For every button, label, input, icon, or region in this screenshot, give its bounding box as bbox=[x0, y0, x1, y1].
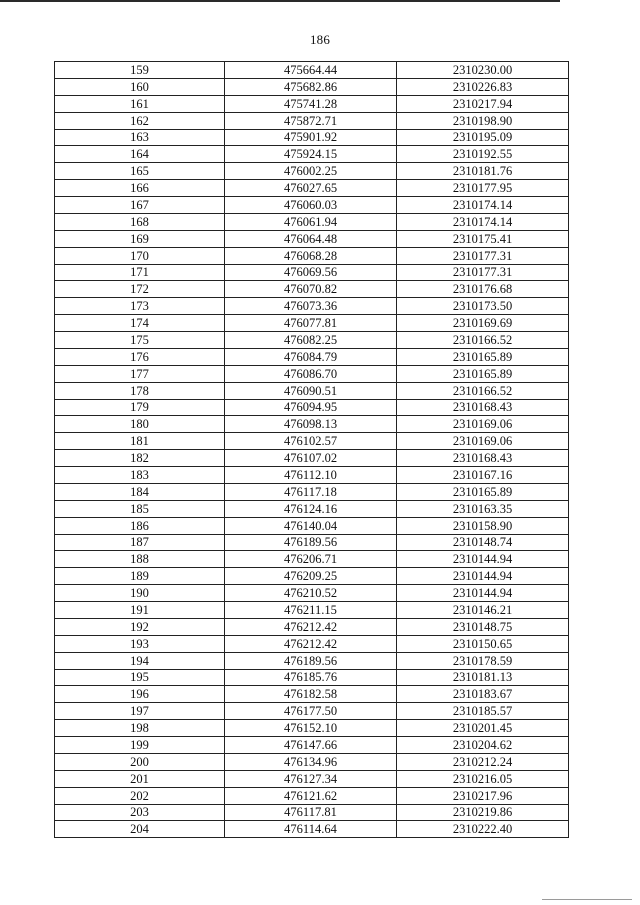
x-coordinate-cell: 476090.51 bbox=[225, 382, 397, 399]
table-row bbox=[55, 720, 569, 737]
point-number-cell: 189 bbox=[55, 568, 225, 585]
table-row bbox=[55, 635, 569, 652]
y-coordinate-cell: 2310168.43 bbox=[397, 399, 569, 416]
table-row bbox=[55, 753, 569, 770]
y-coordinate-cell: 2310177.31 bbox=[397, 247, 569, 264]
point-number-cell: 199 bbox=[55, 737, 225, 754]
x-coordinate-cell: 476086.70 bbox=[225, 365, 397, 382]
y-coordinate-cell: 2310192.55 bbox=[397, 146, 569, 163]
y-coordinate-cell: 2310185.57 bbox=[397, 703, 569, 720]
y-coordinate-cell: 2310230.00 bbox=[397, 62, 569, 79]
x-coordinate-cell: 476140.04 bbox=[225, 517, 397, 534]
point-number-cell: 195 bbox=[55, 669, 225, 686]
y-coordinate-cell: 2310175.41 bbox=[397, 230, 569, 247]
x-coordinate-cell: 476077.81 bbox=[225, 315, 397, 332]
point-number-cell: 160 bbox=[55, 78, 225, 95]
table-row bbox=[55, 365, 569, 382]
table-row bbox=[55, 315, 569, 332]
y-coordinate-cell: 2310144.94 bbox=[397, 551, 569, 568]
x-coordinate-cell: 476152.10 bbox=[225, 720, 397, 737]
point-number-cell: 165 bbox=[55, 163, 225, 180]
y-coordinate-cell: 2310195.09 bbox=[397, 129, 569, 146]
x-coordinate-cell: 476212.42 bbox=[225, 618, 397, 635]
y-coordinate-cell: 2310165.89 bbox=[397, 348, 569, 365]
table-row bbox=[55, 652, 569, 669]
y-coordinate-cell: 2310173.50 bbox=[397, 298, 569, 315]
x-coordinate-cell: 476182.58 bbox=[225, 686, 397, 703]
point-number-cell: 162 bbox=[55, 112, 225, 129]
point-number-cell: 179 bbox=[55, 399, 225, 416]
point-number-cell: 200 bbox=[55, 753, 225, 770]
point-number-cell: 177 bbox=[55, 365, 225, 382]
x-coordinate-cell: 476064.48 bbox=[225, 230, 397, 247]
x-coordinate-cell: 475682.86 bbox=[225, 78, 397, 95]
x-coordinate-cell: 476112.10 bbox=[225, 467, 397, 484]
y-coordinate-cell: 2310166.52 bbox=[397, 382, 569, 399]
y-coordinate-cell: 2310158.90 bbox=[397, 517, 569, 534]
x-coordinate-cell: 476189.56 bbox=[225, 652, 397, 669]
table-row bbox=[55, 298, 569, 315]
y-coordinate-cell: 2310217.94 bbox=[397, 95, 569, 112]
point-number-cell: 191 bbox=[55, 602, 225, 619]
table-row bbox=[55, 78, 569, 95]
y-coordinate-cell: 2310222.40 bbox=[397, 821, 569, 838]
y-coordinate-cell: 2310177.95 bbox=[397, 180, 569, 197]
table-row bbox=[55, 180, 569, 197]
x-coordinate-cell: 476189.56 bbox=[225, 534, 397, 551]
table-row bbox=[55, 804, 569, 821]
y-coordinate-cell: 2310181.13 bbox=[397, 669, 569, 686]
scan-edge-bottom bbox=[542, 899, 632, 900]
y-coordinate-cell: 2310178.59 bbox=[397, 652, 569, 669]
x-coordinate-cell: 475872.71 bbox=[225, 112, 397, 129]
x-coordinate-cell: 476027.65 bbox=[225, 180, 397, 197]
x-coordinate-cell: 476060.03 bbox=[225, 197, 397, 214]
point-number-cell: 182 bbox=[55, 450, 225, 467]
table-row bbox=[55, 332, 569, 349]
table-row bbox=[55, 264, 569, 281]
point-number-cell: 178 bbox=[55, 382, 225, 399]
point-number-cell: 159 bbox=[55, 62, 225, 79]
x-coordinate-cell: 475741.28 bbox=[225, 95, 397, 112]
x-coordinate-cell: 476124.16 bbox=[225, 500, 397, 517]
table-row bbox=[55, 517, 569, 534]
table-row bbox=[55, 382, 569, 399]
point-number-cell: 168 bbox=[55, 213, 225, 230]
x-coordinate-cell: 476121.62 bbox=[225, 787, 397, 804]
table-row bbox=[55, 230, 569, 247]
y-coordinate-cell: 2310201.45 bbox=[397, 720, 569, 737]
x-coordinate-cell: 475664.44 bbox=[225, 62, 397, 79]
point-number-cell: 203 bbox=[55, 804, 225, 821]
table-row bbox=[55, 821, 569, 838]
y-coordinate-cell: 2310146.21 bbox=[397, 602, 569, 619]
x-coordinate-cell: 476084.79 bbox=[225, 348, 397, 365]
point-number-cell: 198 bbox=[55, 720, 225, 737]
table-row bbox=[55, 450, 569, 467]
x-coordinate-cell: 476211.15 bbox=[225, 602, 397, 619]
table-row bbox=[55, 416, 569, 433]
point-number-cell: 188 bbox=[55, 551, 225, 568]
point-number-cell: 194 bbox=[55, 652, 225, 669]
y-coordinate-cell: 2310150.65 bbox=[397, 635, 569, 652]
table-row bbox=[55, 703, 569, 720]
x-coordinate-cell: 476114.64 bbox=[225, 821, 397, 838]
x-coordinate-cell: 476206.71 bbox=[225, 551, 397, 568]
table-row bbox=[55, 787, 569, 804]
table-row bbox=[55, 112, 569, 129]
x-coordinate-cell: 476061.94 bbox=[225, 213, 397, 230]
table-row bbox=[55, 163, 569, 180]
point-number-cell: 204 bbox=[55, 821, 225, 838]
table-row bbox=[55, 602, 569, 619]
point-number-cell: 181 bbox=[55, 433, 225, 450]
x-coordinate-cell: 476068.28 bbox=[225, 247, 397, 264]
x-coordinate-cell: 476102.57 bbox=[225, 433, 397, 450]
point-number-cell: 171 bbox=[55, 264, 225, 281]
table-row bbox=[55, 585, 569, 602]
y-coordinate-cell: 2310169.69 bbox=[397, 315, 569, 332]
page-number: 186 bbox=[309, 32, 331, 47]
point-number-cell: 172 bbox=[55, 281, 225, 298]
x-coordinate-cell: 476127.34 bbox=[225, 770, 397, 787]
x-coordinate-cell: 475901.92 bbox=[225, 129, 397, 146]
table-row bbox=[55, 467, 569, 484]
coordinate-table bbox=[54, 61, 569, 838]
table-row bbox=[55, 669, 569, 686]
x-coordinate-cell: 476107.02 bbox=[225, 450, 397, 467]
x-coordinate-cell: 476177.50 bbox=[225, 703, 397, 720]
point-number-cell: 201 bbox=[55, 770, 225, 787]
point-number-cell: 190 bbox=[55, 585, 225, 602]
table-row bbox=[55, 770, 569, 787]
point-number-cell: 196 bbox=[55, 686, 225, 703]
y-coordinate-cell: 2310212.24 bbox=[397, 753, 569, 770]
point-number-cell: 202 bbox=[55, 787, 225, 804]
y-coordinate-cell: 2310144.94 bbox=[397, 585, 569, 602]
point-number-cell: 193 bbox=[55, 635, 225, 652]
scan-edge-top bbox=[0, 0, 560, 2]
point-number-cell: 187 bbox=[55, 534, 225, 551]
point-number-cell: 166 bbox=[55, 180, 225, 197]
table-row bbox=[55, 247, 569, 264]
table-row bbox=[55, 197, 569, 214]
x-coordinate-cell: 476212.42 bbox=[225, 635, 397, 652]
x-coordinate-cell: 476098.13 bbox=[225, 416, 397, 433]
point-number-cell: 164 bbox=[55, 146, 225, 163]
table-row bbox=[55, 129, 569, 146]
y-coordinate-cell: 2310165.89 bbox=[397, 483, 569, 500]
table-row bbox=[55, 95, 569, 112]
x-coordinate-cell: 476147.66 bbox=[225, 737, 397, 754]
x-coordinate-cell: 476094.95 bbox=[225, 399, 397, 416]
y-coordinate-cell: 2310217.96 bbox=[397, 787, 569, 804]
point-number-cell: 175 bbox=[55, 332, 225, 349]
y-coordinate-cell: 2310204.62 bbox=[397, 737, 569, 754]
table-row bbox=[55, 146, 569, 163]
x-coordinate-cell: 476002.25 bbox=[225, 163, 397, 180]
table-row bbox=[55, 534, 569, 551]
x-coordinate-cell: 476070.82 bbox=[225, 281, 397, 298]
y-coordinate-cell: 2310163.35 bbox=[397, 500, 569, 517]
y-coordinate-cell: 2310181.76 bbox=[397, 163, 569, 180]
y-coordinate-cell: 2310166.52 bbox=[397, 332, 569, 349]
y-coordinate-cell: 2310165.89 bbox=[397, 365, 569, 382]
point-number-cell: 170 bbox=[55, 247, 225, 264]
x-coordinate-cell: 476210.52 bbox=[225, 585, 397, 602]
y-coordinate-cell: 2310226.83 bbox=[397, 78, 569, 95]
x-coordinate-cell: 476185.76 bbox=[225, 669, 397, 686]
table-row bbox=[55, 686, 569, 703]
point-number-cell: 185 bbox=[55, 500, 225, 517]
x-coordinate-cell: 476209.25 bbox=[225, 568, 397, 585]
y-coordinate-cell: 2310148.75 bbox=[397, 618, 569, 635]
table-row bbox=[55, 281, 569, 298]
point-number-cell: 197 bbox=[55, 703, 225, 720]
y-coordinate-cell: 2310216.05 bbox=[397, 770, 569, 787]
x-coordinate-cell: 476069.56 bbox=[225, 264, 397, 281]
table-row bbox=[55, 483, 569, 500]
point-number-cell: 192 bbox=[55, 618, 225, 635]
y-coordinate-cell: 2310148.74 bbox=[397, 534, 569, 551]
y-coordinate-cell: 2310167.16 bbox=[397, 467, 569, 484]
point-number-cell: 184 bbox=[55, 483, 225, 500]
point-number-cell: 174 bbox=[55, 315, 225, 332]
coordinate-table-body bbox=[55, 62, 569, 838]
y-coordinate-cell: 2310176.68 bbox=[397, 281, 569, 298]
y-coordinate-cell: 2310198.90 bbox=[397, 112, 569, 129]
table-row bbox=[55, 568, 569, 585]
table-row bbox=[55, 399, 569, 416]
point-number-cell: 183 bbox=[55, 467, 225, 484]
table-row bbox=[55, 348, 569, 365]
point-number-cell: 180 bbox=[55, 416, 225, 433]
table-row bbox=[55, 551, 569, 568]
point-number-cell: 167 bbox=[55, 197, 225, 214]
table-row bbox=[55, 62, 569, 79]
point-number-cell: 169 bbox=[55, 230, 225, 247]
x-coordinate-cell: 475924.15 bbox=[225, 146, 397, 163]
y-coordinate-cell: 2310169.06 bbox=[397, 416, 569, 433]
y-coordinate-cell: 2310174.14 bbox=[397, 197, 569, 214]
y-coordinate-cell: 2310144.94 bbox=[397, 568, 569, 585]
x-coordinate-cell: 476073.36 bbox=[225, 298, 397, 315]
table-row bbox=[55, 433, 569, 450]
y-coordinate-cell: 2310219.86 bbox=[397, 804, 569, 821]
y-coordinate-cell: 2310174.14 bbox=[397, 213, 569, 230]
table-row bbox=[55, 737, 569, 754]
y-coordinate-cell: 2310183.67 bbox=[397, 686, 569, 703]
table-row bbox=[55, 500, 569, 517]
point-number-cell: 186 bbox=[55, 517, 225, 534]
table-row bbox=[55, 618, 569, 635]
y-coordinate-cell: 2310168.43 bbox=[397, 450, 569, 467]
x-coordinate-cell: 476117.18 bbox=[225, 483, 397, 500]
y-coordinate-cell: 2310177.31 bbox=[397, 264, 569, 281]
point-number-cell: 161 bbox=[55, 95, 225, 112]
point-number-cell: 173 bbox=[55, 298, 225, 315]
point-number-cell: 176 bbox=[55, 348, 225, 365]
x-coordinate-cell: 476134.96 bbox=[225, 753, 397, 770]
x-coordinate-cell: 476117.81 bbox=[225, 804, 397, 821]
y-coordinate-cell: 2310169.06 bbox=[397, 433, 569, 450]
point-number-cell: 163 bbox=[55, 129, 225, 146]
table-row bbox=[55, 213, 569, 230]
x-coordinate-cell: 476082.25 bbox=[225, 332, 397, 349]
